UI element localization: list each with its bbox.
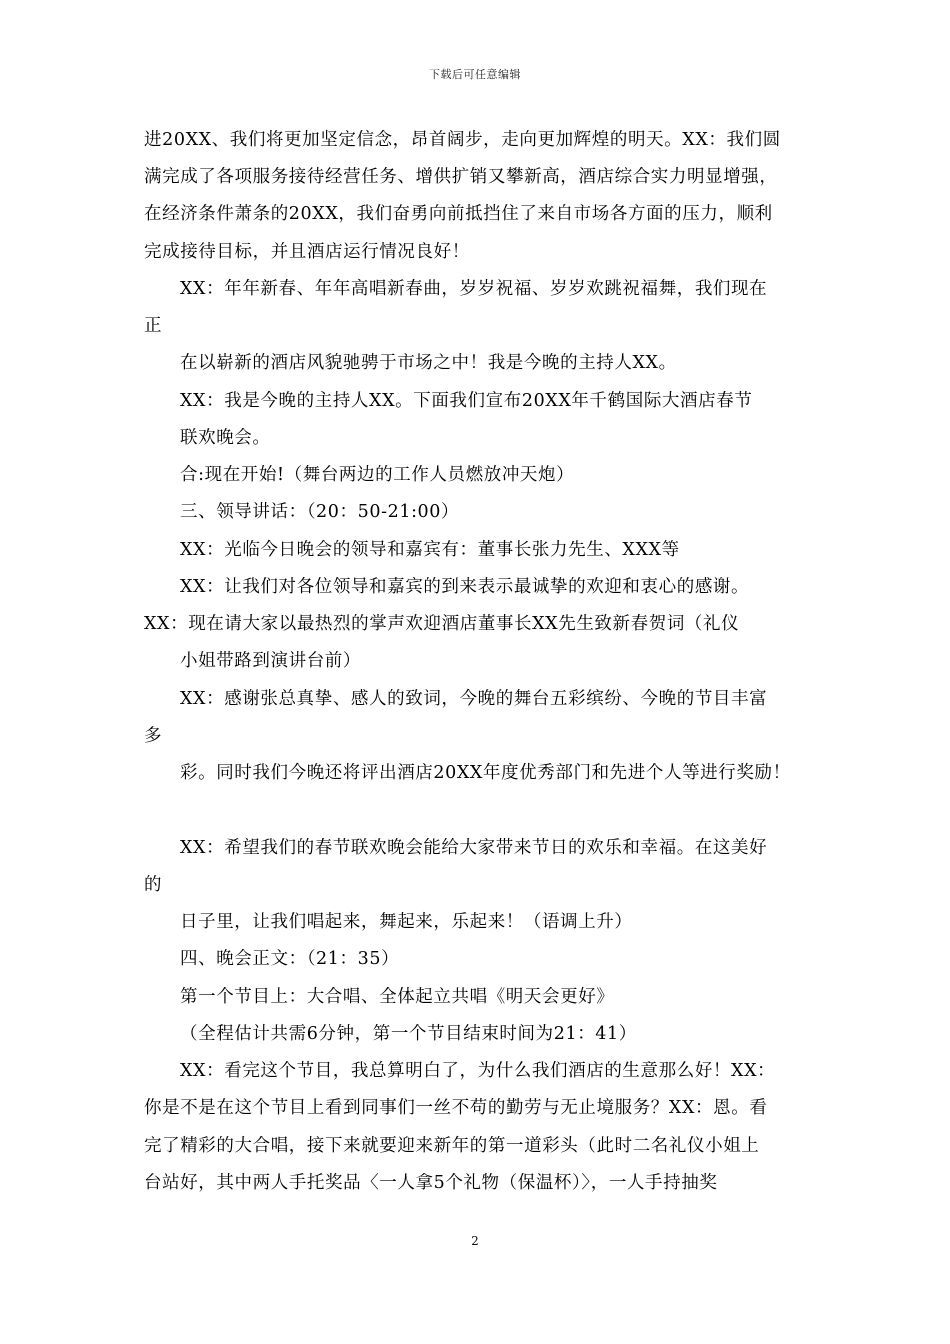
- body-line: XX：感谢张总真挚、感人的致词，今晚的舞台五彩缤纷、今晚的节目丰富: [180, 689, 768, 709]
- body-line: 联欢晚会。: [180, 428, 271, 448]
- body-line: 合:现在开始!（舞台两边的工作人员燃放冲天炮）: [180, 465, 575, 485]
- body-line: 正: [144, 316, 163, 336]
- section-heading: 四、晚会正文：（21：35）: [180, 949, 400, 969]
- body-line: XX：希望我们的春节联欢晚会能给大家带来节日的欢乐和幸福。在这美好: [180, 838, 768, 858]
- body-line: XX：让我们对各位领导和嘉宾的到来表示最诚挚的欢迎和衷心的感谢。: [180, 577, 750, 597]
- body-line: 在经济条件萧条的20XX，我们奋勇向前抵挡住了来自市场各方面的压力，顺利: [144, 204, 773, 224]
- body-line: 完成接待目标，并且酒店运行情况良好！: [144, 242, 470, 262]
- page-number: 2: [471, 1234, 479, 1248]
- body-line: XX：看完这个节目，我总算明白了，为什么我们酒店的生意那么好！XX：: [180, 1061, 776, 1081]
- page-header: 下载后可任意编辑: [429, 68, 521, 81]
- body-line: （全程估计共需6分钟，第一个节目结束时间为21：41）: [180, 1024, 637, 1044]
- body-line: XX：光临今日晚会的领导和嘉宾有：董事长张力先生、XXX等: [180, 540, 680, 560]
- body-line: XX：我是今晚的主持人XX。下面我们宣布20XX年千鹤国际大酒店春节: [180, 391, 753, 411]
- body-line: 第一个节目上：大合唱、全体起立共唱《明天会更好》: [180, 987, 615, 1007]
- body-line: 进20XX、我们将更加坚定信念，昂首阔步，走向更加辉煌的明天。XX：我们圆: [144, 130, 781, 150]
- body-line: 在以崭新的酒店风貌驰骋于市场之中！我是今晚的主持人XX。: [180, 353, 677, 373]
- body-line: 小姐带路到演讲台前）: [180, 651, 361, 671]
- body-line: 你是不是在这个节目上看到同事们一丝不苟的勤劳与无止境服务？XX：恩。看: [144, 1098, 768, 1118]
- body-line: 日子里，让我们唱起来，舞起来，乐起来！（语调上升）: [180, 912, 633, 932]
- body-line: 台站好，其中两人手托奖品〈一人拿5个礼物（保温杯）〉，一人手持抽奖: [144, 1173, 718, 1193]
- body-line: 的: [144, 875, 163, 895]
- section-heading: 三、领导讲话：（20：50-21:00）: [180, 502, 460, 522]
- body-line: XX：现在请大家以最热烈的掌声欢迎酒店董事长XX先生致新春贺词（礼仪: [144, 614, 740, 634]
- body-line: 完了精彩的大合唱，接下来就要迎来新年的第一道彩头（此时二名礼仪小姐上: [144, 1136, 760, 1156]
- body-line: XX：年年新春、年年高唱新春曲，岁岁祝福、岁岁欢跳祝福舞，我们现在: [180, 279, 768, 299]
- body-line: 满完成了各项服务接待经营任务、增供扩销又攀新高，酒店综合实力明显增强，: [144, 167, 778, 187]
- body-line: 彩。同时我们今晚还将评出酒店20XX年度优秀部门和先进个人等进行奖励！: [180, 763, 791, 783]
- body-line: 多: [144, 726, 163, 746]
